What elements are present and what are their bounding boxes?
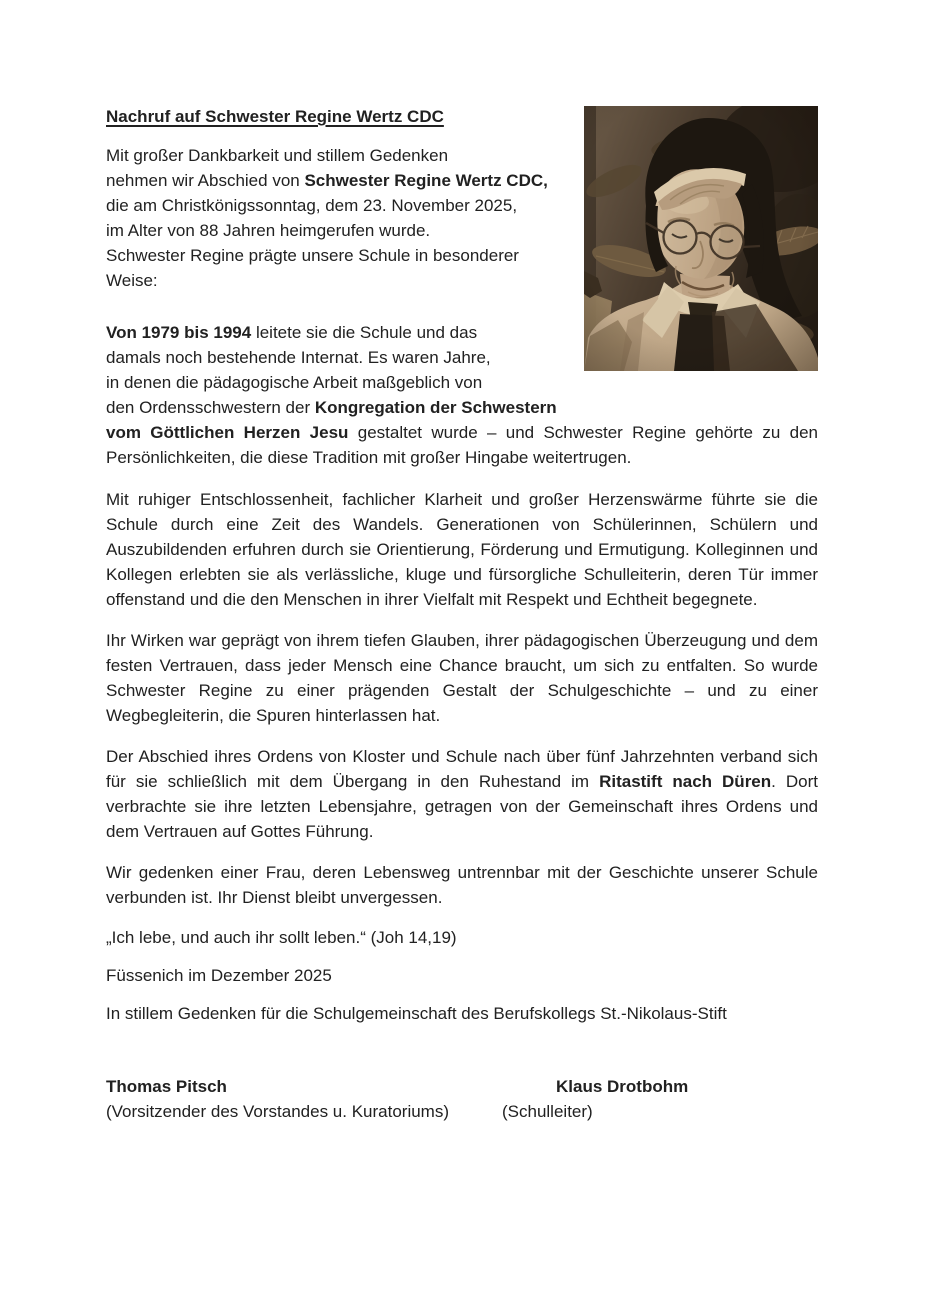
bold-name-segment: Schwester Regine Wertz CDC, [304, 171, 548, 190]
bold-congregation-segment: Kongregation der Schwestern [314, 398, 557, 417]
text-line: in denen die pädagogische Arbeit maßgeblich von [106, 373, 483, 392]
text-line: die am Christkönigssonntag, dem 23. November 2025, [106, 196, 518, 215]
signature-left-role: (Vorsitzender des Vorstandes u. Kuratoriums) [106, 1102, 449, 1121]
bold-years-segment: Von 1979 bis 1994 [106, 323, 252, 342]
paragraph-intro [106, 143, 818, 293]
paragraph-place-date: Füssenich im Dezember 2025 [106, 966, 332, 985]
paragraph-remembrance: Wir gedenken einer Frau, deren Lebensweg untrennbar mit der Geschichte unserer Schule verbunden ist. Ihr Dienst bleibt unvergessen. [106, 863, 818, 907]
text-line: nehmen wir Abschied von [106, 171, 305, 190]
paragraph-dedication: In stillem Gedenken für die Schulgemeinschaft des Berufskollegs St.-Nikolaus-Stift [106, 1004, 727, 1023]
text-run: gestaltet wurde – und Schwester Regine gehörte zu den Persönlichkeiten, die diese Tradition mit großer Hingabe weitertrugen. [106, 423, 818, 467]
signature-right-role: (Schulleiter) [502, 1102, 593, 1121]
text-line: im Alter von 88 Jahren heimgerufen wurde. [106, 221, 431, 240]
document-body [106, 104, 818, 1124]
paragraph-faith: Ihr Wirken war geprägt von ihrem tiefen Glauben, ihrer pädagogischen Überzeugung und dem festen Vertrauen, dass jeder Mensch eine Chance braucht, um sich zu entfalten. So wurde Schwester Regine zu einer prägenden Gestalt der Schulgeschichte – und zu einer Wegbegleiterin, die Spuren hinterlassen hat. [106, 631, 818, 725]
text-line: Schwester Regine prägte unsere Schule in besonderer [106, 246, 519, 265]
signature-roles-row [106, 1099, 818, 1124]
paragraph-leadership [106, 320, 818, 470]
signature-right-name: Klaus Drotbohm [556, 1077, 689, 1096]
paragraph-bible-quote: „Ich lebe, und auch ihr sollt leben.“ (Joh 14,19) [106, 928, 457, 947]
page-title [106, 104, 818, 129]
paragraph-retirement [106, 744, 818, 844]
text-line: damals noch bestehende Internat. Es waren Jahre, [106, 348, 491, 367]
text-run: . Dort verbrachte sie ihre letzten Lebensjahre, getragen von der Gemeinschaft ihres Ordens und dem Vertrauen auf Gottes Führung. [106, 772, 818, 841]
page-title-text: Nachruf auf Schwester Regine Wertz CDC [106, 107, 444, 126]
text-line: leitete sie die Schule und das [251, 323, 478, 342]
bold-ritastift-segment: Ritastift nach Düren [599, 772, 772, 791]
paragraph-qualities: Mit ruhiger Entschlossenheit, fachlicher Klarheit und großer Herzenswärme führte sie die Schule durch eine Zeit des Wandels. Generationen von Schülerinnen, Schülern und Auszubildenden erfuhren durch sie Orientierung, Förderung und Ermutigung. Kolleginnen und Kollegen erlebten sie als verlässliche, kluge und fürsorgliche Schulleiterin, deren Tür immer offenstand und die den Menschen in ihrer Vielfalt mit Respekt und Echtheit begegnete. [106, 490, 818, 609]
signature-names-row [106, 1074, 818, 1099]
signature-block [106, 1074, 818, 1124]
signature-left-name: Thomas Pitsch [106, 1077, 227, 1096]
bold-congregation-segment: vom Göttlichen Herzen Jesu [106, 423, 349, 442]
text-line: Weise: [106, 271, 158, 290]
text-line: den Ordensschwestern der [106, 398, 315, 417]
text-line: Mit großer Dankbarkeit und stillem Gedenken [106, 146, 449, 165]
text-run: Der Abschied ihres Ordens von Kloster und Schule nach über fünf Jahrzehnten verband sich für sie schließlich mit dem Übergang in den Ruhestand im [106, 747, 818, 791]
